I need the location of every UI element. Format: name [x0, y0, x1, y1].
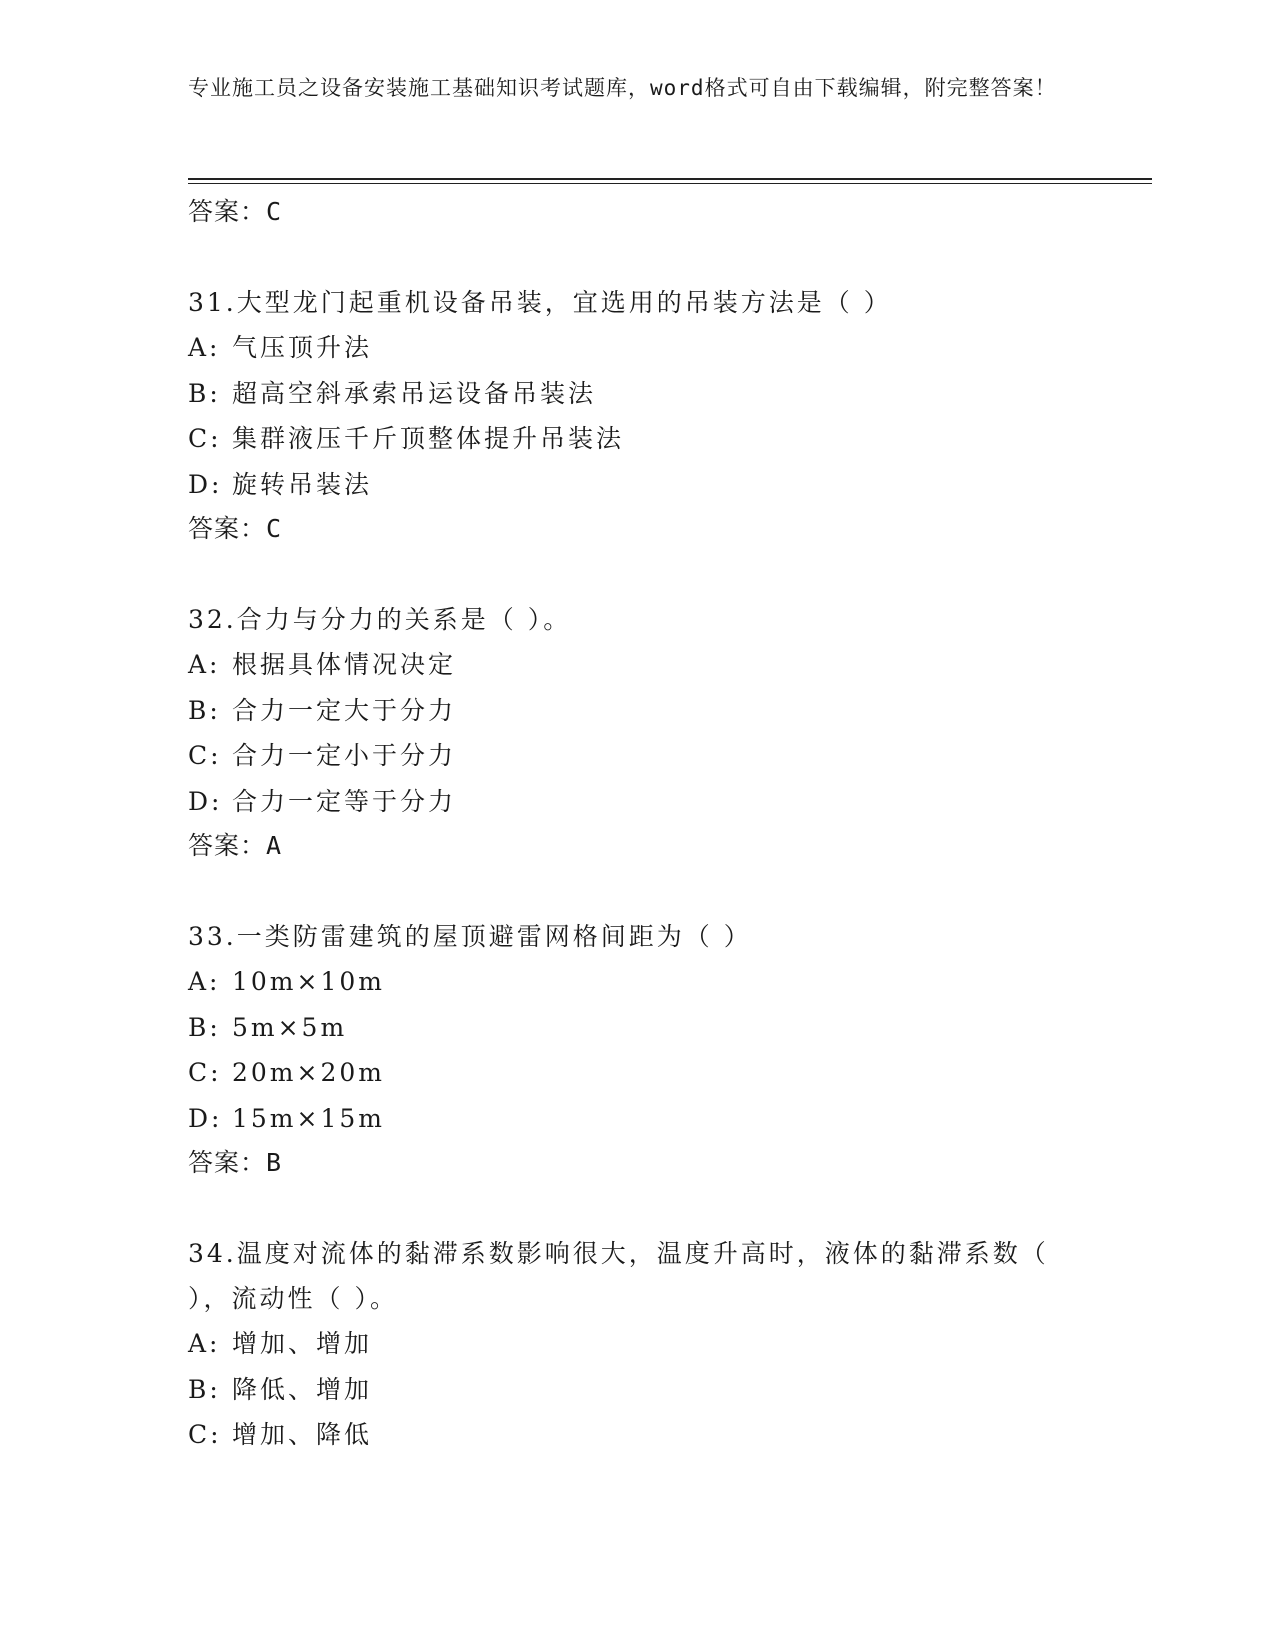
answer-label: 答案： [188, 514, 267, 543]
header-rule-thick [188, 178, 1152, 180]
option-text: 20m×20m [232, 1058, 385, 1087]
option-letter: B: [188, 378, 221, 408]
option-letter: D: [188, 469, 223, 499]
option-letter: A: [188, 650, 221, 679]
answer-value: C [266, 514, 283, 543]
question-text: 33.一类防雷建筑的屋顶避雷网格间距为（ ） [188, 922, 752, 951]
question-32 [188, 597, 1088, 868]
option-text: 合力一定等于分力 [232, 786, 457, 816]
option-a [188, 1321, 1088, 1367]
option-text: 5m×5m [232, 1012, 348, 1042]
option-a [188, 959, 1088, 1005]
question-text: 31.大型龙门起重机设备吊装，宜选用的吊装方法是（ ） [188, 288, 892, 317]
option-c [188, 733, 1088, 779]
question-text: 34.温度对流体的黏滞系数影响很大，温度升高时，液体的黏滞系数（ ），流动性（ ）。 [188, 1239, 1049, 1313]
question-text: 32.合力与分力的关系是（ ）。 [188, 605, 572, 634]
option-text: 气压顶升法 [232, 333, 373, 362]
answer-value: B [266, 1148, 283, 1177]
option-c [188, 416, 1088, 462]
answer-label: 答案： [188, 1148, 267, 1177]
header-rule-thin [188, 183, 1152, 184]
option-d [188, 779, 1088, 825]
option-letter: B: [188, 695, 221, 725]
option-text: 增加、降低 [232, 1420, 373, 1449]
answer-value: A [266, 831, 283, 860]
option-letter: B: [188, 1374, 221, 1404]
option-b [188, 371, 1088, 417]
option-text: 增加、增加 [232, 1329, 373, 1358]
option-text: 10m×10m [232, 967, 385, 996]
option-letter: B: [188, 1012, 221, 1042]
option-letter: C: [188, 424, 222, 453]
option-b [188, 688, 1088, 734]
option-letter: D: [188, 1103, 223, 1133]
option-a [188, 642, 1088, 688]
option-letter: A: [188, 967, 221, 996]
option-text: 根据具体情况决定 [232, 650, 457, 679]
option-text: 降低、增加 [232, 1374, 373, 1404]
option-letter: C: [188, 1058, 222, 1087]
option-c [188, 1412, 1088, 1458]
option-letter: A: [188, 1329, 221, 1358]
option-d [188, 1096, 1088, 1142]
option-text: 15m×15m [232, 1103, 385, 1133]
question-34 [188, 1231, 1088, 1458]
option-letter: D: [188, 786, 223, 816]
option-b [188, 1367, 1088, 1413]
option-letter: C: [188, 1420, 222, 1449]
answer-label: 答案： [188, 197, 267, 226]
question-31 [188, 280, 1088, 551]
option-c [188, 1050, 1088, 1096]
option-letter: A: [188, 333, 221, 362]
page-header: 专业施工员之设备安装施工基础知识考试题库，word格式可自由下载编辑，附完整答案！ [188, 76, 1057, 100]
option-letter: C: [188, 741, 222, 770]
option-text: 集群液压千斤顶整体提升吊装法 [232, 424, 625, 453]
answer-line [188, 1141, 1088, 1185]
document-body [188, 190, 1088, 1458]
option-text: 合力一定大于分力 [232, 695, 457, 725]
answer-line [188, 507, 1088, 551]
option-text: 合力一定小于分力 [232, 741, 457, 770]
option-text: 超高空斜承索吊运设备吊装法 [232, 378, 597, 408]
answer-value: C [266, 197, 283, 226]
answer-line [188, 190, 1088, 234]
answer-line [188, 824, 1088, 868]
question-33 [188, 914, 1088, 1185]
option-b [188, 1005, 1088, 1051]
option-a [188, 325, 1088, 371]
option-d [188, 462, 1088, 508]
option-text: 旋转吊装法 [232, 469, 373, 499]
answer-label: 答案： [188, 831, 267, 860]
